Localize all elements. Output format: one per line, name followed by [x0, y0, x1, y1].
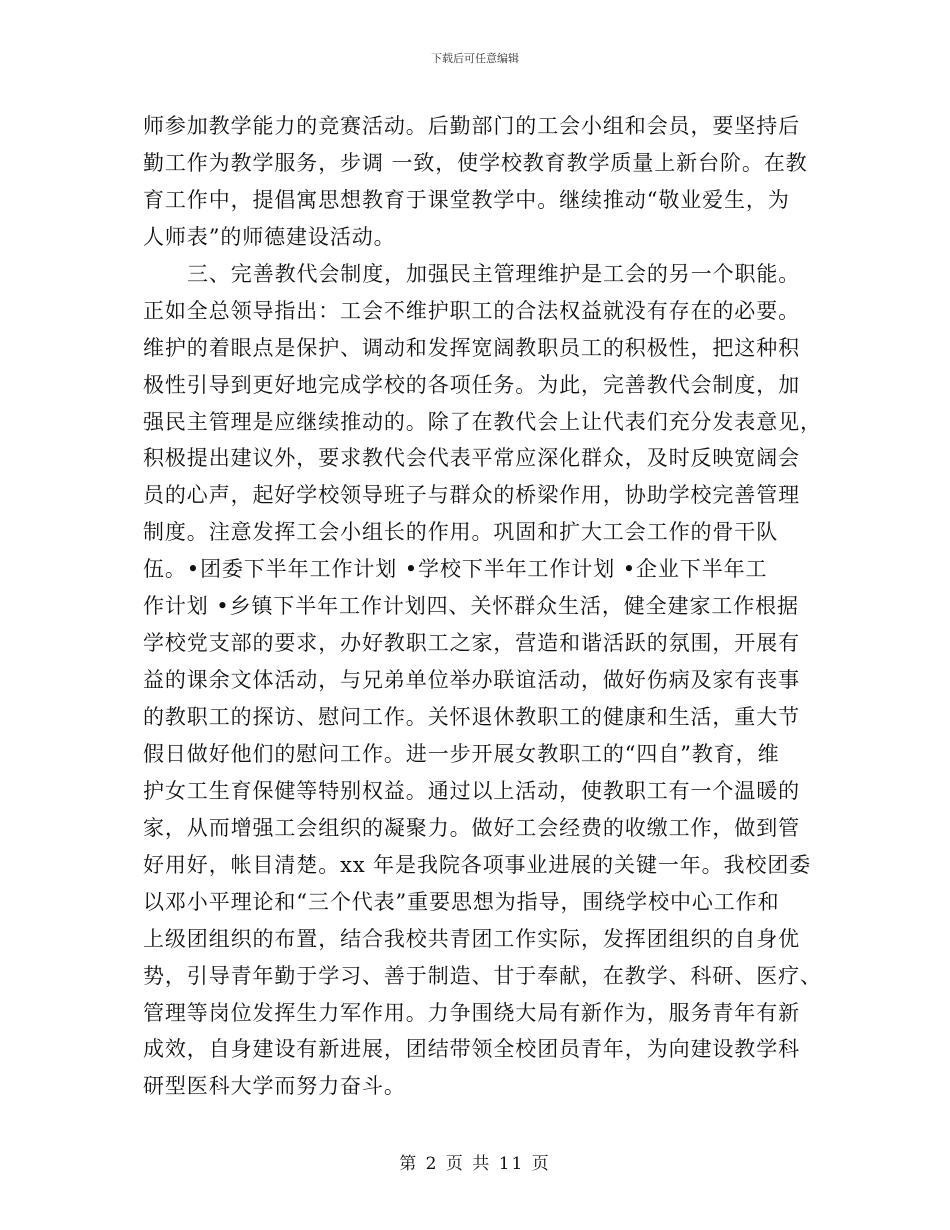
text-line: 极性引导到更好地完成学校的各项任务。为此，完善教代会制度，加	[143, 372, 800, 397]
text-line: 上级团组织的布置，结合我校共青团工作实际，发挥团组织的自身优	[143, 926, 800, 951]
text-line: 以邓小平理论和“三个代表”重要思想为指导，围绕学校中心工作和	[143, 889, 780, 914]
text-line: 益的课余文体活动，与兄弟单位举办联谊活动，做好伤病及家有丧事	[143, 668, 800, 693]
text-line: 护女工生育保健等特别权益。通过以上活动，使教职工有一个温暖的	[143, 778, 800, 803]
text-line: 正如全总领导指出：工会不维护职工的合法权益就没有存在的必要。	[143, 298, 800, 323]
text-line: 家，从而增强工会组织的凝聚力。做好工会经费的收缴工作，做到管	[143, 815, 800, 840]
document-body	[143, 108, 822, 1105]
text-line: 伍。•团委下半年工作计划 •学校下半年工作计划 •企业下半年工	[143, 557, 768, 582]
text-line: 师参加教学能力的竞赛活动。后勤部门的工会小组和会员，要坚持后	[143, 114, 800, 138]
text-line: 研型医科大学而努力奋斗。	[143, 1074, 406, 1099]
text-line: 成效，自身建设有新进展，团结带领全校团员青年，为向建设教学科	[143, 1037, 800, 1062]
page-number: 第 2 页 共 11 页	[399, 1154, 551, 1174]
text-line: 的教职工的探访、慰问工作。关怀退休教职工的健康和生活，重大节	[143, 705, 800, 729]
text-line: 人师表”的师德建设活动。	[143, 224, 396, 249]
text-line: 制度。注意发挥工会小组长的作用。巩固和扩大工会工作的骨干队	[143, 520, 779, 545]
text-line: 假日做好他们的慰问工作。进一步开展女教职工的“四自”教育，维	[143, 741, 780, 766]
text-line: 学校党支部的要求，办好教职工之家，营造和谐活跃的氛围，开展有	[143, 631, 800, 656]
text-line: 强民主管理是应继续推动的。除了在教代会上让代表们充分发表意见，	[143, 409, 822, 434]
text-line: 作计划 •乡镇下半年工作计划四、关怀群众生活，健全建家工作根据	[143, 594, 799, 619]
text-line: 积极提出建议外，要求教代会代表平常应深化群众，及时反映宽阔会	[143, 446, 800, 471]
text-line: 员的心声，起好学校领导班子与群众的桥梁作用，协助学校完善管理	[143, 483, 800, 508]
text-line: 势，引导青年勤于学习、善于制造、甘于奉献，在教学、科研、医疗、	[143, 963, 822, 988]
page-header-note: 下载后可任意编辑	[431, 52, 519, 65]
text-line: 管理等岗位发挥生力军作用。力争围绕大局有新作为，服务青年有新	[143, 1000, 800, 1025]
section-heading-line: 三、完善教代会制度，加强民主管理维护是工会的另一个职能。	[187, 261, 801, 286]
text-line: 育工作中，提倡寓思想教育于课堂教学中。继续推动“敬业爱生，为	[143, 187, 790, 212]
text-line: 维护的着眼点是保护、调动和发挥宽阔教职员工的积极性，把这种积	[143, 335, 800, 360]
text-line: 好用好，帐目清楚。xx 年是我院各项事业进展的关键一年。我校团委	[143, 852, 812, 877]
text-line: 勤工作为教学服务，步调 一致，使学校教育教学质量上新台阶。在教	[143, 150, 808, 175]
